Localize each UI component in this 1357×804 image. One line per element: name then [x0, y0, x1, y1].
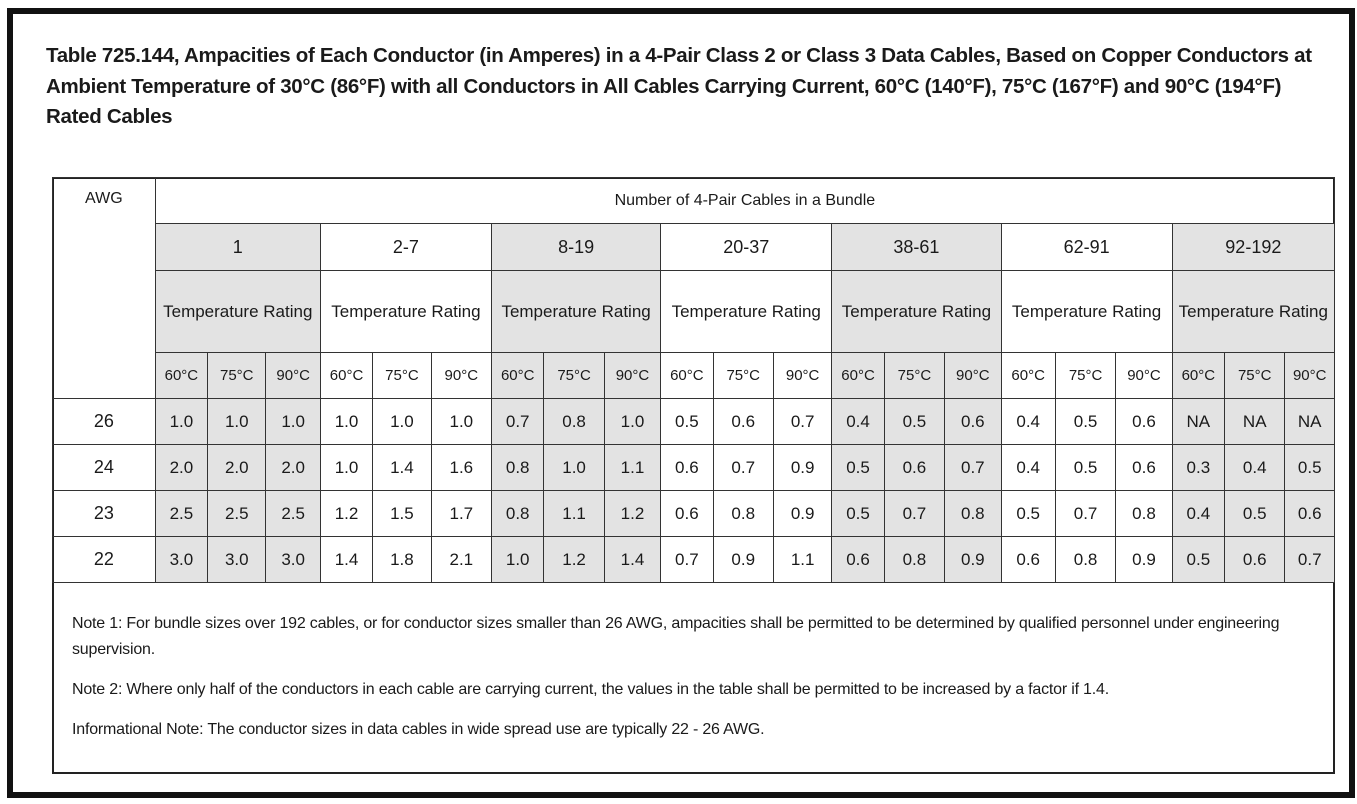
- table-row: [53, 399, 1335, 445]
- document-frame: [7, 8, 1355, 798]
- awg-cell: 22: [53, 537, 156, 583]
- ampacity-cell: 0.5: [1001, 491, 1055, 537]
- temperature-column-header: 60°C: [320, 353, 372, 399]
- ampacity-cell: 0.9: [1116, 537, 1172, 583]
- ampacity-cell: 0.7: [713, 445, 773, 491]
- ampacity-cell: 0.7: [1055, 491, 1115, 537]
- ampacity-cell: 0.8: [945, 491, 1001, 537]
- ampacity-cell: 1.1: [544, 491, 604, 537]
- temperature-column-header: 90°C: [773, 353, 831, 399]
- ampacity-cell: 1.4: [373, 445, 431, 491]
- ampacity-cell: 0.9: [713, 537, 773, 583]
- temperature-rating-header: Temperature Rating: [492, 271, 661, 353]
- ampacity-cell: 0.5: [1055, 399, 1115, 445]
- group-header: 92-192: [1172, 224, 1334, 271]
- temperature-column-header: 75°C: [544, 353, 604, 399]
- ampacity-cell: 0.5: [832, 491, 884, 537]
- ampacity-cell: 2.1: [431, 537, 491, 583]
- temperature-rating-header: Temperature Rating: [661, 271, 832, 353]
- ampacity-cell: 0.5: [1055, 445, 1115, 491]
- ampacity-cell: NA: [1172, 399, 1224, 445]
- ampacity-cell: 0.6: [945, 399, 1001, 445]
- ampacity-cell: 0.6: [713, 399, 773, 445]
- ampacity-cell: 0.4: [1225, 445, 1285, 491]
- bundle-header: Number of 4-Pair Cables in a Bundle: [155, 178, 1334, 224]
- ampacity-cell: 0.4: [1001, 445, 1055, 491]
- ampacity-cell: 1.0: [431, 399, 491, 445]
- ampacity-cell: 1.8: [373, 537, 431, 583]
- ampacity-cell: 0.6: [1116, 399, 1172, 445]
- temperature-rating-header: Temperature Rating: [320, 271, 491, 353]
- temperature-rating-header: Temperature Rating: [155, 271, 320, 353]
- ampacity-cell: 1.0: [544, 445, 604, 491]
- temperature-column-header: 75°C: [713, 353, 773, 399]
- group-header: 62-91: [1001, 224, 1172, 271]
- ampacity-cell: 0.6: [661, 491, 713, 537]
- ampacity-cell: 0.5: [1172, 537, 1224, 583]
- ampacity-cell: 1.6: [431, 445, 491, 491]
- table-row: [53, 537, 1335, 583]
- ampacity-cell: 1.5: [373, 491, 431, 537]
- ampacity-cell: 2.0: [208, 445, 266, 491]
- ampacity-cell: 0.7: [1285, 537, 1335, 583]
- ampacity-cell: 3.0: [155, 537, 207, 583]
- group-header: 20-37: [661, 224, 832, 271]
- ampacity-cell: 2.5: [208, 491, 266, 537]
- temperature-column-header: 90°C: [431, 353, 491, 399]
- ampacity-cell: 1.1: [773, 537, 831, 583]
- table-row: [53, 491, 1335, 537]
- ampacity-cell: 0.8: [1055, 537, 1115, 583]
- temperature-rating-header: Temperature Rating: [1001, 271, 1172, 353]
- temperature-rating-header: Temperature Rating: [832, 271, 1001, 353]
- ampacity-cell: 1.2: [544, 537, 604, 583]
- ampacity-cell: 0.5: [1225, 491, 1285, 537]
- ampacity-cell: NA: [1225, 399, 1285, 445]
- ampacity-cell: 0.6: [1001, 537, 1055, 583]
- ampacity-cell: 1.4: [604, 537, 660, 583]
- ampacity-cell: 1.0: [320, 445, 372, 491]
- ampacity-cell: 2.5: [155, 491, 207, 537]
- group-header: 2-7: [320, 224, 491, 271]
- ampacity-table-box: [52, 177, 1335, 774]
- ampacity-cell: NA: [1285, 399, 1335, 445]
- ampacity-cell: 0.5: [884, 399, 944, 445]
- ampacity-cell: 0.6: [1285, 491, 1335, 537]
- ampacity-cell: 1.0: [266, 399, 320, 445]
- ampacity-cell: 2.5: [266, 491, 320, 537]
- group-header: 8-19: [492, 224, 661, 271]
- ampacity-cell: 0.6: [1225, 537, 1285, 583]
- ampacity-cell: 1.0: [492, 537, 544, 583]
- awg-header: AWG: [53, 178, 156, 399]
- ampacity-cell: 0.6: [832, 537, 884, 583]
- ampacity-cell: 1.1: [604, 445, 660, 491]
- ampacity-cell: 1.2: [604, 491, 660, 537]
- temperature-column-header: 90°C: [1285, 353, 1335, 399]
- temperature-column-header: 75°C: [1055, 353, 1115, 399]
- awg-cell: 23: [53, 491, 156, 537]
- temperature-column-header: 90°C: [945, 353, 1001, 399]
- temperature-column-header: 90°C: [266, 353, 320, 399]
- ampacity-cell: 0.6: [1116, 445, 1172, 491]
- awg-cell: 26: [53, 399, 156, 445]
- ampacity-cell: 0.8: [884, 537, 944, 583]
- ampacity-table: [52, 177, 1335, 583]
- temperature-column-header: 90°C: [1116, 353, 1172, 399]
- temperature-rating-header: Temperature Rating: [1172, 271, 1334, 353]
- temperature-column-header: 60°C: [155, 353, 207, 399]
- ampacity-cell: 1.7: [431, 491, 491, 537]
- ampacity-cell: 0.4: [1172, 491, 1224, 537]
- ampacity-cell: 1.4: [320, 537, 372, 583]
- ampacity-cell: 1.0: [320, 399, 372, 445]
- ampacity-cell: 0.6: [884, 445, 944, 491]
- temperature-column-header: 90°C: [604, 353, 660, 399]
- temperature-column-header: 60°C: [661, 353, 713, 399]
- group-header: 38-61: [832, 224, 1001, 271]
- ampacity-cell: 0.4: [1001, 399, 1055, 445]
- ampacity-cell: 3.0: [266, 537, 320, 583]
- ampacity-cell: 0.8: [713, 491, 773, 537]
- awg-cell: 24: [53, 445, 156, 491]
- temperature-column-header: 75°C: [208, 353, 266, 399]
- ampacity-cell: 0.7: [492, 399, 544, 445]
- group-header: 1: [155, 224, 320, 271]
- note-2: Note 2: Where only half of the conductors in each cable are carrying current, the values in the table shall be permitted to be increased by a factor if 1.4.: [72, 681, 1109, 698]
- temperature-column-header: 75°C: [373, 353, 431, 399]
- table-title: Table 725.144, Ampacities of Each Conductor (in Amperes) in a 4-Pair Class 2 or Class 3 Data Cables, Based on Copper Conductors at Ambient Temperature of 30°C (86°F) with all Conductors in All Cables Carrying Current, 60°C (140°F), 75°C (167°F) and 90°C (194°F) Rated Cables: [46, 44, 1312, 128]
- temperature-column-header: 60°C: [492, 353, 544, 399]
- ampacity-cell: 0.5: [832, 445, 884, 491]
- ampacity-cell: 1.0: [373, 399, 431, 445]
- notes-section: [72, 611, 1322, 757]
- ampacity-cell: 0.9: [945, 537, 1001, 583]
- temperature-column-header: 60°C: [1172, 353, 1224, 399]
- ampacity-cell: 0.7: [773, 399, 831, 445]
- informational-note: Informational Note: The conductor sizes in data cables in wide spread use are typically 22 - 26 AWG.: [72, 721, 765, 738]
- temperature-column-header: 75°C: [1225, 353, 1285, 399]
- ampacity-cell: 0.3: [1172, 445, 1224, 491]
- ampacity-cell: 0.6: [661, 445, 713, 491]
- ampacity-cell: 0.8: [492, 491, 544, 537]
- temperature-column-header: 60°C: [1001, 353, 1055, 399]
- ampacity-cell: 0.9: [773, 445, 831, 491]
- note-1: Note 1: For bundle sizes over 192 cables, or for conductor sizes smaller than 26 AWG, ampacities shall be permitted to be determined by qualified personnel under engineering supervision.: [72, 615, 1280, 658]
- ampacity-cell: 0.8: [544, 399, 604, 445]
- temperature-column-header: 60°C: [832, 353, 884, 399]
- ampacity-cell: 0.9: [773, 491, 831, 537]
- ampacity-cell: 3.0: [208, 537, 266, 583]
- ampacity-cell: 1.0: [208, 399, 266, 445]
- temperature-column-header: 75°C: [884, 353, 944, 399]
- ampacity-cell: 0.5: [661, 399, 713, 445]
- ampacity-cell: 0.7: [661, 537, 713, 583]
- ampacity-cell: 0.5: [1285, 445, 1335, 491]
- ampacity-cell: 2.0: [266, 445, 320, 491]
- ampacity-cell: 0.7: [884, 491, 944, 537]
- ampacity-cell: 2.0: [155, 445, 207, 491]
- ampacity-cell: 1.0: [604, 399, 660, 445]
- ampacity-cell: 0.8: [492, 445, 544, 491]
- table-row: [53, 445, 1335, 491]
- ampacity-cell: 0.4: [832, 399, 884, 445]
- ampacity-cell: 0.7: [945, 445, 1001, 491]
- ampacity-cell: 1.2: [320, 491, 372, 537]
- ampacity-cell: 1.0: [155, 399, 207, 445]
- ampacity-cell: 0.8: [1116, 491, 1172, 537]
